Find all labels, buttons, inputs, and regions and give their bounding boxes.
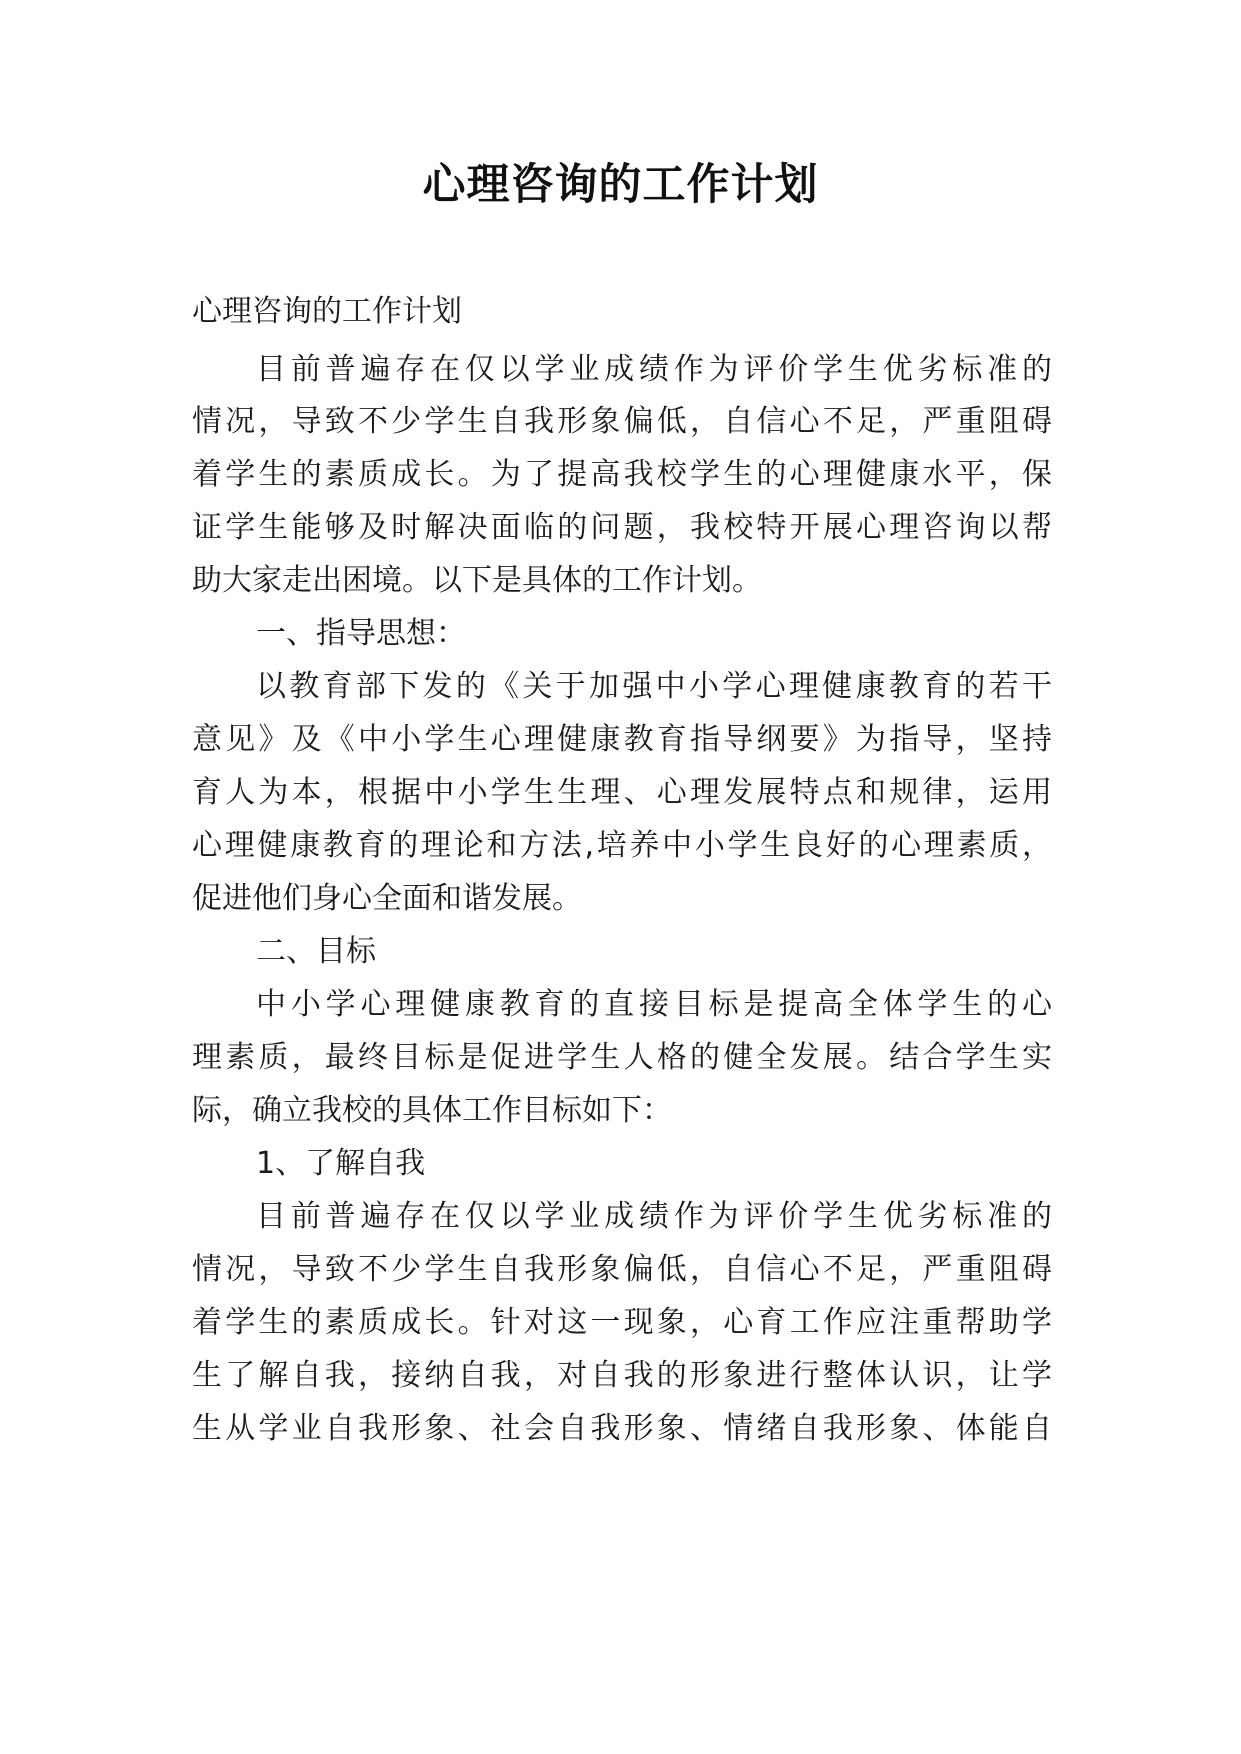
body-line-p3-3: 际，确立我校的具体工作目标如下：	[192, 1093, 672, 1128]
body-line-p2-3: 育人为本，根据中小学生生理、心理发展特点和规律，运用	[192, 775, 1052, 810]
section-heading-guiding-thought: 一、指导思想：	[256, 616, 466, 651]
body-line-p4-3: 着学生的素质成长。针对这一现象，心育工作应注重帮助学	[192, 1305, 1052, 1340]
subheading-know-yourself: 1、了解自我	[256, 1146, 426, 1181]
body-line-p2-5: 促进他们身心全面和谐发展。	[192, 881, 582, 916]
body-line-p4-4: 生了解自我，接纳自我，对自我的形象进行整体认识，让学	[192, 1358, 1052, 1393]
body-line-p2-4: 心理健康教育的理论和方法,培养中小学生良好的心理素质，	[192, 828, 1052, 863]
body-line-p3-2: 理素质，最终目标是促进学生人格的健全发展。结合学生实	[192, 1040, 1052, 1075]
body-line-p4-2: 情况，导致不少学生自我形象偏低，自信心不足，严重阻碍	[192, 1252, 1052, 1287]
body-line-p3-1: 中小学心理健康教育的直接目标是提高全体学生的心	[256, 987, 1052, 1022]
body-line-p2-2: 意见》及《中小学生心理健康教育指导纲要》为指导，坚持	[192, 722, 1052, 757]
body-line-p1-1: 目前普遍存在仅以学业成绩作为评价学生优劣标准的	[256, 352, 1052, 387]
body-line-p4-1: 目前普遍存在仅以学业成绩作为评价学生优劣标准的	[256, 1199, 1052, 1234]
document-title: 心理咨询的工作计划	[422, 160, 819, 210]
body-line-opening: 心理咨询的工作计划	[192, 294, 462, 329]
body-line-p2-1: 以教育部下发的《关于加强中小学心理健康教育的若干	[256, 669, 1052, 704]
body-line-p1-5: 助大家走出困境。以下是具体的工作计划。	[192, 563, 762, 598]
body-line-p4-5: 生从学业自我形象、社会自我形象、情绪自我形象、体能自	[192, 1411, 1052, 1446]
body-line-p1-2: 情况，导致不少学生自我形象偏低，自信心不足，严重阻碍	[192, 404, 1052, 439]
section-heading-goals: 二、目标	[256, 934, 376, 969]
body-line-p1-3: 着学生的素质成长。为了提高我校学生的心理健康水平，保	[192, 457, 1052, 492]
body-line-p1-4: 证学生能够及时解决面临的问题，我校特开展心理咨询以帮	[192, 510, 1052, 545]
